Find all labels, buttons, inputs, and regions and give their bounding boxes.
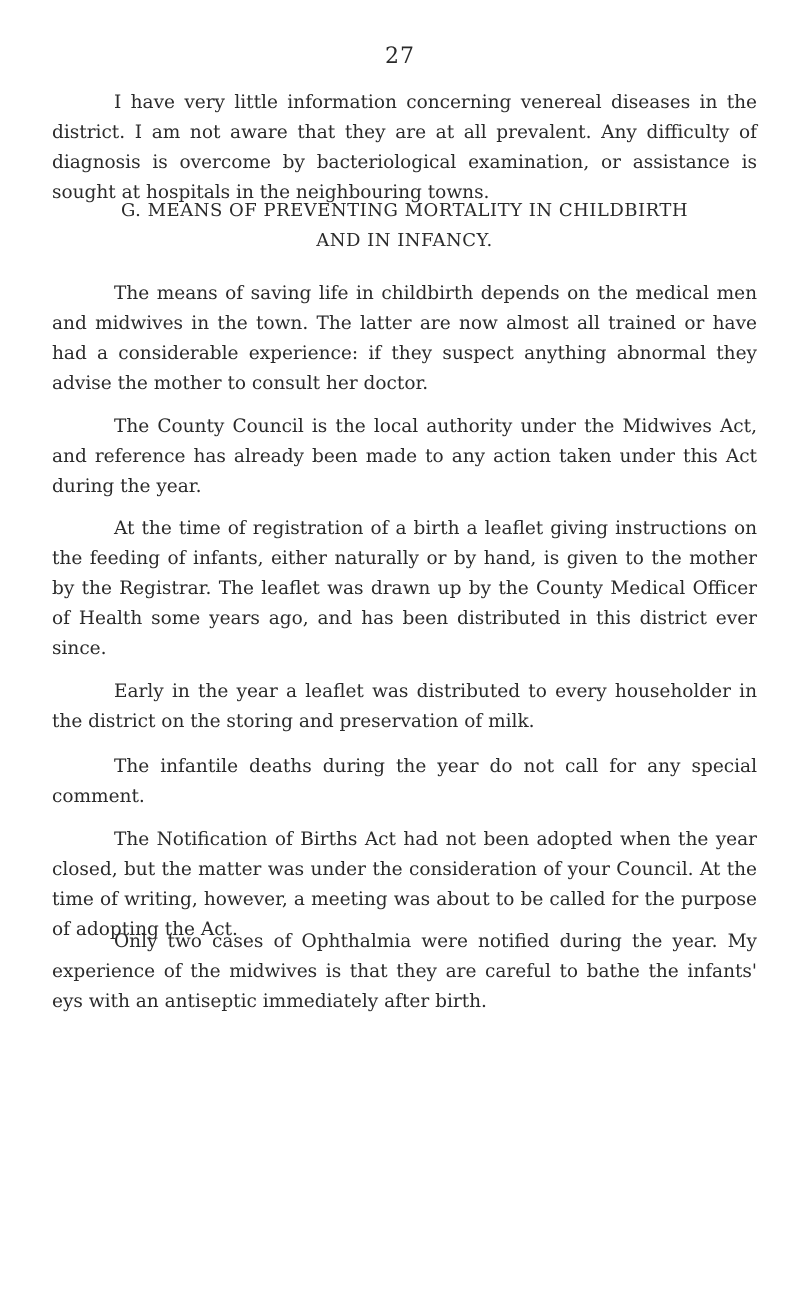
paragraph-saving-life-childbirth: The means of saving life in childbirth depends on the medical men and midwives in the town. The latter are now almost all trained or have had a considerable experience: if they suspect anything abnormal they advise the mother to consult her doctor.: [52, 283, 757, 394]
section-heading-line-2: AND IN INFANCY.: [316, 230, 493, 251]
paragraph-venereal-diseases: I have very little information concerning venereal diseases in the district. I am not aware that they are at all prevalent. Any difficulty of diagnosis is overcome by bacteriological examination, or assistance is sought at hospitals in the neighbouring towns.: [52, 92, 757, 203]
section-heading-line-1: G. MEANS OF PREVENTING MORTALITY IN CHILDBIRTH: [120, 200, 689, 221]
paragraph-registration-leaflet: At the time of registration of a birth a leaflet giving instructions on the feeding of infants, either naturally or by hand, is given to the mother by the Registrar. The leaflet was drawn up by the County Medical Officer of Health some years ago, and has been distributed in this district ever since.: [52, 518, 757, 659]
paragraph-milk-leaflet: Early in the year a leaflet was distributed to every householder in the district on the storing and preservation of milk.: [52, 681, 757, 732]
paragraph-county-council: The County Council is the local authority under the Midwives Act, and reference has already been made to any action taken under this Act during the year.: [52, 416, 757, 497]
paragraph-notification-of-births: The Notification of Births Act had not been adopted when the year closed, but the matter was under the consideration of your Council. At the time of writing, however, a meeting was about to be called for the purpose of adopting the Act.: [52, 829, 757, 940]
paragraph-ophthalmia: Only two cases of Ophthalmia were notified during the year. My experience of the midwives is that they are careful to bathe the infants' eys with an antiseptic immediately after birth.: [52, 931, 757, 1012]
page-number: 27: [385, 44, 415, 69]
paragraph-infantile-deaths: The infantile deaths during the year do not call for any special comment.: [52, 756, 757, 807]
